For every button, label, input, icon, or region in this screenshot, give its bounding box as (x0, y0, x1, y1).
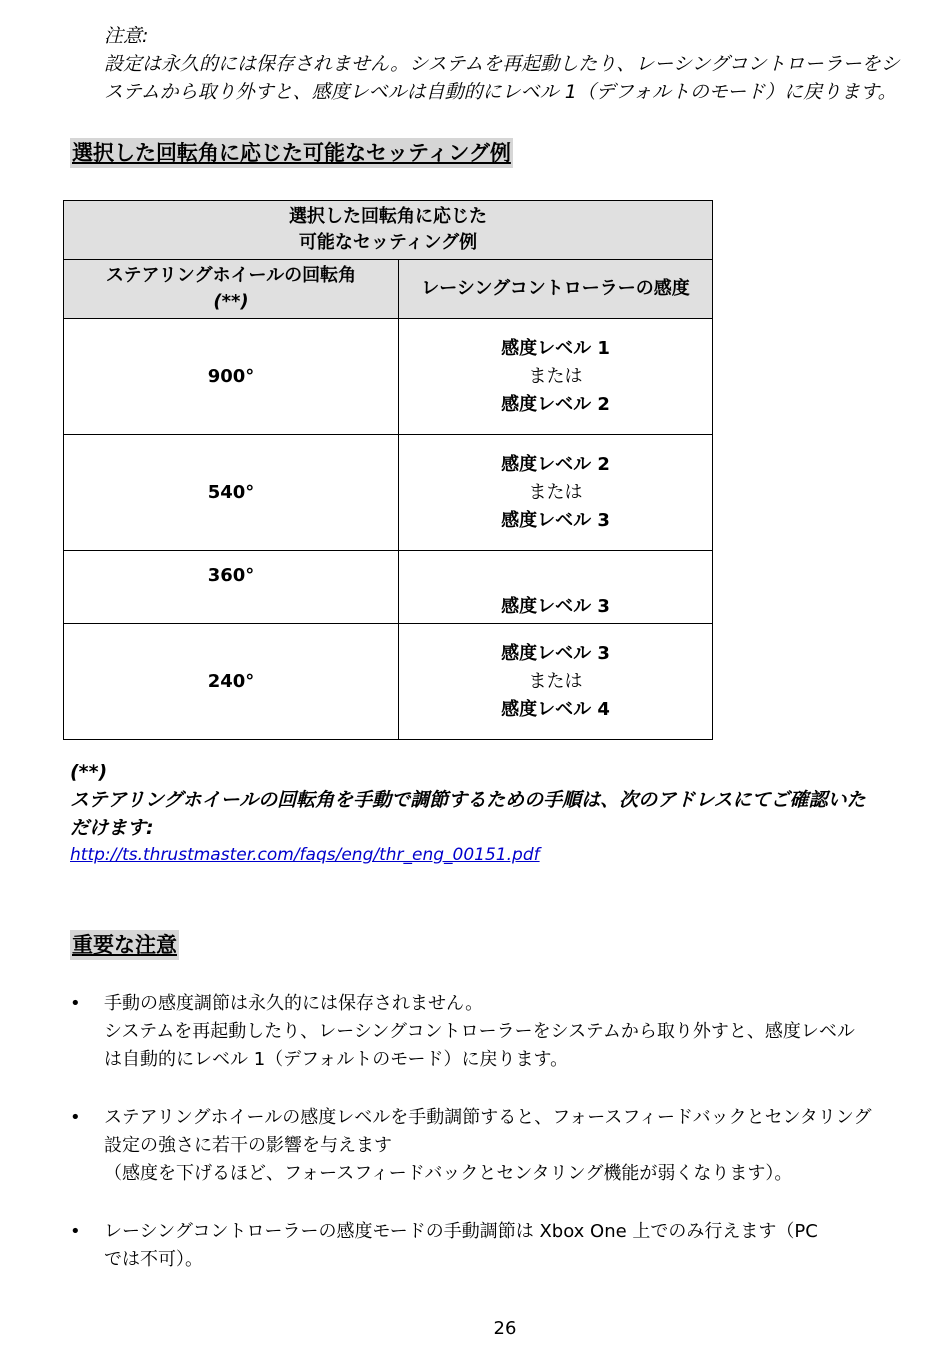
bullet-line: （感度を下げるほど、フォースフィードバックとセンタリング機能が弱くなります）。 (104, 1163, 793, 1184)
bullet-line: システムを再起動したり、レーシングコントローラーをシステムから取り外すと、感度レベル (104, 1021, 855, 1042)
angle-cell: 240° (64, 624, 399, 740)
procedure-link[interactable]: http://ts.thrustmaster.com/faqs/eng/thr_eng_00151.pdf (70, 845, 540, 865)
table-title (64, 201, 713, 260)
table-row (64, 624, 713, 740)
bullet-icon: • (70, 993, 81, 1014)
settings-table (63, 200, 713, 740)
or-text: または (528, 481, 583, 503)
bullet-line: 設定の強さに若干の影響を与えます (104, 1135, 392, 1156)
list-item (70, 990, 940, 1074)
sensitivity-value: 感度レベル 3 (501, 509, 610, 531)
footnote (70, 758, 950, 842)
sensitivity-cell (399, 319, 713, 435)
sensitivity-cell (399, 435, 713, 551)
table-row (64, 551, 713, 624)
column-header-angle-label: ステアリングホイールの回転角 (105, 265, 357, 286)
table-row (64, 319, 713, 435)
angle-cell: 540° (64, 435, 399, 551)
sensitivity-value: 感度レベル 2 (501, 453, 610, 475)
sensitivity-value: 感度レベル 3 (501, 642, 610, 664)
table-title-line-1: 選択した回転角に応じた (289, 206, 487, 227)
column-header-sensitivity: レーシングコントローラーの感度 (399, 260, 713, 319)
note-label: 注意: (104, 25, 149, 47)
table-row (64, 435, 713, 551)
bullet-line: 手動の感度調節は永久的には保存されません。 (104, 993, 484, 1014)
sensitivity-cell (399, 624, 713, 740)
sensitivity-value: 感度レベル 2 (501, 393, 610, 415)
section-heading-important: 重要な注意 (70, 930, 179, 960)
bullet-line: レーシングコントローラーの感度モードの手動調節は Xbox One 上でのみ行えます（PC (104, 1221, 818, 1242)
bullet-line: は自動的にレベル 1（デフォルトのモード）に戻ります。 (104, 1049, 569, 1070)
note-line-1: 設定は永久的には保存されません。システムを再起動したり、レーシングコントローラーをシ (104, 53, 900, 75)
footnote-line-1: ステアリングホイールの回転角を手動で調節するための手順は、次のアドレスにてご確認いた (70, 789, 866, 811)
list-item (70, 1218, 940, 1274)
or-text: または (528, 365, 583, 387)
bullet-icon: • (70, 1107, 81, 1128)
bullet-line: ステアリングホイールの感度レベルを手動調節すると、フォースフィードバックとセンタリング (104, 1107, 872, 1128)
footnote-line-2: だけます: (70, 817, 154, 839)
or-text: または (528, 670, 583, 692)
page-number: 26 (493, 1318, 517, 1339)
list-item (70, 1104, 940, 1188)
column-header-angle-note: (**) (213, 291, 249, 312)
bullet-icon: • (70, 1221, 81, 1242)
sensitivity-value: 感度レベル 4 (501, 698, 610, 720)
column-header-angle (64, 260, 399, 319)
angle-cell: 360° (64, 551, 399, 624)
sensitivity-value: 感度レベル 1 (501, 337, 610, 359)
bullet-line: では不可）。 (104, 1249, 203, 1270)
sensitivity-value: 感度レベル 3 (501, 596, 610, 617)
section-heading-settings: 選択した回転角に応じた可能なセッティング例 (70, 138, 513, 168)
angle-cell: 900° (64, 319, 399, 435)
sensitivity-cell (399, 551, 713, 624)
table-title-line-2: 可能なセッティング例 (298, 232, 478, 253)
important-notes-list (70, 990, 940, 1304)
note-line-2: ステムから取り外すと、感度レベルは自動的にレベル 1（デフォルトのモード）に戻ります。 (104, 81, 897, 103)
note-block (104, 22, 944, 106)
footnote-marker: (**) (70, 761, 108, 783)
